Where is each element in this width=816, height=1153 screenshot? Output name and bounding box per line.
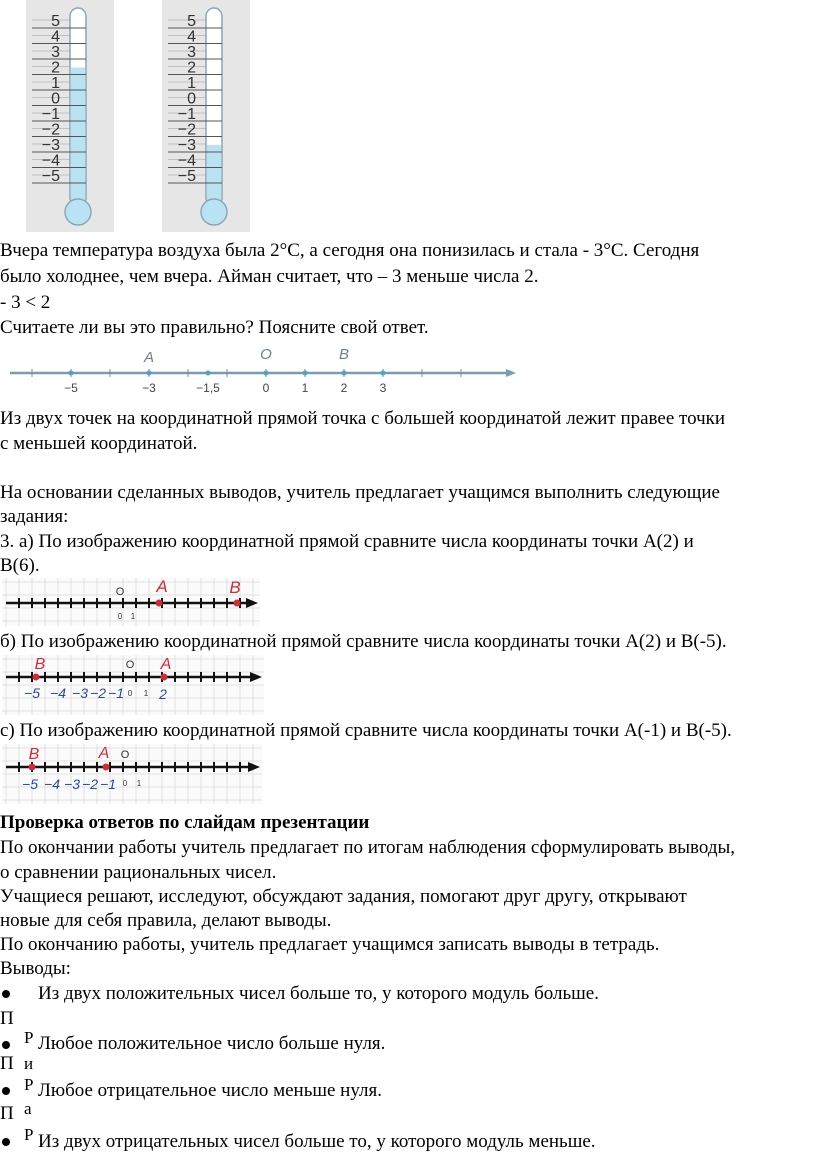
- thermometer: [26, 0, 114, 232]
- thermometer-bulb: [65, 199, 91, 225]
- question-line: Считаете ли вы это правильно? Поясните свой ответ.: [0, 317, 429, 338]
- text-line: Вчера температура воздуха была 2°С, а сегодня она понизилась и стала - 3°С. Сегодня: [0, 240, 700, 261]
- scale-label: −3: [41, 137, 60, 154]
- text-line: В(6).: [0, 555, 40, 576]
- text-line: Выводы:: [0, 958, 71, 979]
- tick-label: −3: [142, 381, 156, 395]
- scale-label: 1: [51, 75, 60, 92]
- text-line: Учащиеся решают, исследуют, обсуждают задания, помогают друг другу, открывают: [0, 886, 687, 907]
- point-label-o: O: [115, 586, 125, 598]
- tick-label: −2: [82, 776, 98, 792]
- scale-label: 4: [51, 28, 60, 46]
- task-b-line: б) По изображению координатной прямой сравните числа координаты точки А(2) и В(-5).: [0, 631, 727, 652]
- text-line: было холоднее, чем вчера. Айман считает, что – 3 меньше числа 2.: [0, 266, 539, 287]
- tick-label: −3: [64, 776, 80, 792]
- text-line: По окончанию работы, учитель предлагает учащимся записать выводы в тетрадь.: [0, 934, 660, 955]
- conclusion-item: Из двух отрицательных чисел больше то, у которого модуль меньше.: [38, 1131, 596, 1152]
- number-line-svg: [0, 342, 520, 400]
- symbol-glyph: П: [0, 1103, 14, 1124]
- scale-label: −2: [177, 121, 196, 139]
- artifact-glyph: и: [24, 1054, 34, 1073]
- number-line-figure: [0, 342, 520, 400]
- tick-label: −2: [90, 685, 106, 701]
- scale-label: −2: [41, 121, 60, 139]
- tick-label: 1: [136, 779, 142, 788]
- point-label-o: O: [120, 749, 130, 761]
- bullet-dot: [2, 1041, 10, 1049]
- symbol-glyph: П: [0, 1008, 14, 1029]
- tick-label: −5: [22, 776, 38, 792]
- tick-label: 2: [159, 686, 167, 702]
- scale-label: 0: [51, 90, 60, 108]
- grid-line-b-svg: [2, 655, 264, 715]
- scale-label: −5: [177, 168, 196, 185]
- point-label-b: B: [338, 346, 350, 363]
- tick-label: −4: [44, 776, 60, 792]
- thermometer-bulb: [201, 199, 227, 225]
- point-label-a: A: [98, 745, 110, 762]
- bullet-dot: [2, 990, 10, 998]
- temperature-fill: [207, 145, 221, 206]
- hand-line-c: [2, 744, 262, 804]
- task-a-line: 3. а) По изображению координатной прямой сравните числа координаты точки А(2) и: [0, 531, 694, 552]
- tick-label: 0: [262, 381, 270, 395]
- scale-label: 2: [51, 59, 60, 77]
- conclusion-item: Любое отрицательное число меньше нуля.: [38, 1080, 382, 1101]
- symbol-glyph: П: [0, 1053, 14, 1074]
- scale-label: 3: [51, 44, 60, 61]
- tick-label: 1: [301, 381, 309, 395]
- scale-label: 5: [187, 13, 196, 30]
- bullet-dot: [2, 1087, 10, 1095]
- artifact-glyph: Р: [24, 1028, 34, 1047]
- point-label-b: B: [34, 656, 46, 673]
- artifact-glyph: а: [24, 1099, 32, 1118]
- scale-label: −5: [41, 168, 60, 185]
- point-label-a: A: [143, 349, 155, 366]
- scale-label: −4: [41, 152, 60, 170]
- bullet-dot: [2, 1138, 10, 1146]
- text-line: По окончании работы учитель предлагает по итогам наблюдения сформулировать выводы,: [0, 837, 736, 858]
- scale-label: 1: [187, 75, 196, 92]
- text-line: о сравнении рациональных чисел.: [0, 862, 277, 883]
- point-label-o: O: [260, 346, 272, 363]
- scale-label: 2: [187, 59, 196, 77]
- task-c-line: с) По изображению координатной прямой сравните числа координаты точки А(-1) и В(-5).: [0, 720, 732, 741]
- tick-label: 3: [379, 381, 387, 395]
- scale-label: −1: [177, 106, 196, 123]
- tick-label: 0: [122, 779, 128, 788]
- tick-label: −1: [100, 776, 116, 792]
- scale-label: 4: [187, 28, 196, 46]
- point-label-b: B: [229, 578, 241, 597]
- point-label-a: A: [156, 578, 168, 596]
- tick-label: −5: [24, 685, 40, 701]
- text-line: новые для себя правила, делают выводы.: [0, 910, 332, 931]
- point-label-o: O: [125, 659, 135, 671]
- grid-line-a-svg: [2, 578, 260, 626]
- thermometer: [162, 0, 250, 232]
- tick-label: 2: [340, 381, 348, 395]
- tick-label: 0: [117, 612, 123, 621]
- tick-label: −3: [72, 685, 88, 701]
- section-heading: Проверка ответов по слайдам презентации: [0, 812, 370, 833]
- tick-label: −4: [50, 685, 66, 701]
- thermometers-figure: [0, 0, 270, 232]
- thermometers-svg: [0, 0, 270, 232]
- scale-label: 3: [187, 44, 196, 61]
- tick-label: 0: [127, 689, 133, 698]
- artifact-glyph: Р: [24, 1125, 34, 1144]
- scale-label: 0: [187, 90, 196, 108]
- scale-label: 5: [51, 13, 60, 30]
- text-line: задания:: [0, 506, 69, 527]
- hand-line-b: [2, 655, 264, 715]
- scale-label: −3: [177, 137, 196, 154]
- text-line: На основании сделанных выводов, учитель предлагает учащимся выполнить следующие: [0, 482, 720, 503]
- hand-line-a: [2, 578, 260, 626]
- grid-line-c-svg: [2, 744, 262, 804]
- tick-label: −5: [64, 381, 78, 395]
- text-line: с меньшей координатой.: [0, 433, 198, 454]
- point-label-b: B: [28, 746, 40, 763]
- point-label-a: A: [160, 656, 172, 673]
- tick-label: 1: [143, 689, 149, 698]
- conclusion-item: Любое положительное число больше нуля.: [38, 1033, 386, 1054]
- tick-label: −1: [108, 685, 124, 701]
- scale-label: −4: [177, 152, 196, 170]
- inequality-line: - 3 < 2: [0, 292, 51, 313]
- tick-label: 1: [130, 612, 136, 621]
- conclusion-item: Из двух положительных чисел больше то, у которого модуль больше.: [38, 983, 599, 1004]
- scale-label: −1: [41, 106, 60, 123]
- tick-label: −1,5: [196, 381, 220, 395]
- text-line: Из двух точек на координатной прямой точка с большей координатой лежит правее точки: [0, 408, 726, 429]
- artifact-glyph: Р: [24, 1075, 34, 1094]
